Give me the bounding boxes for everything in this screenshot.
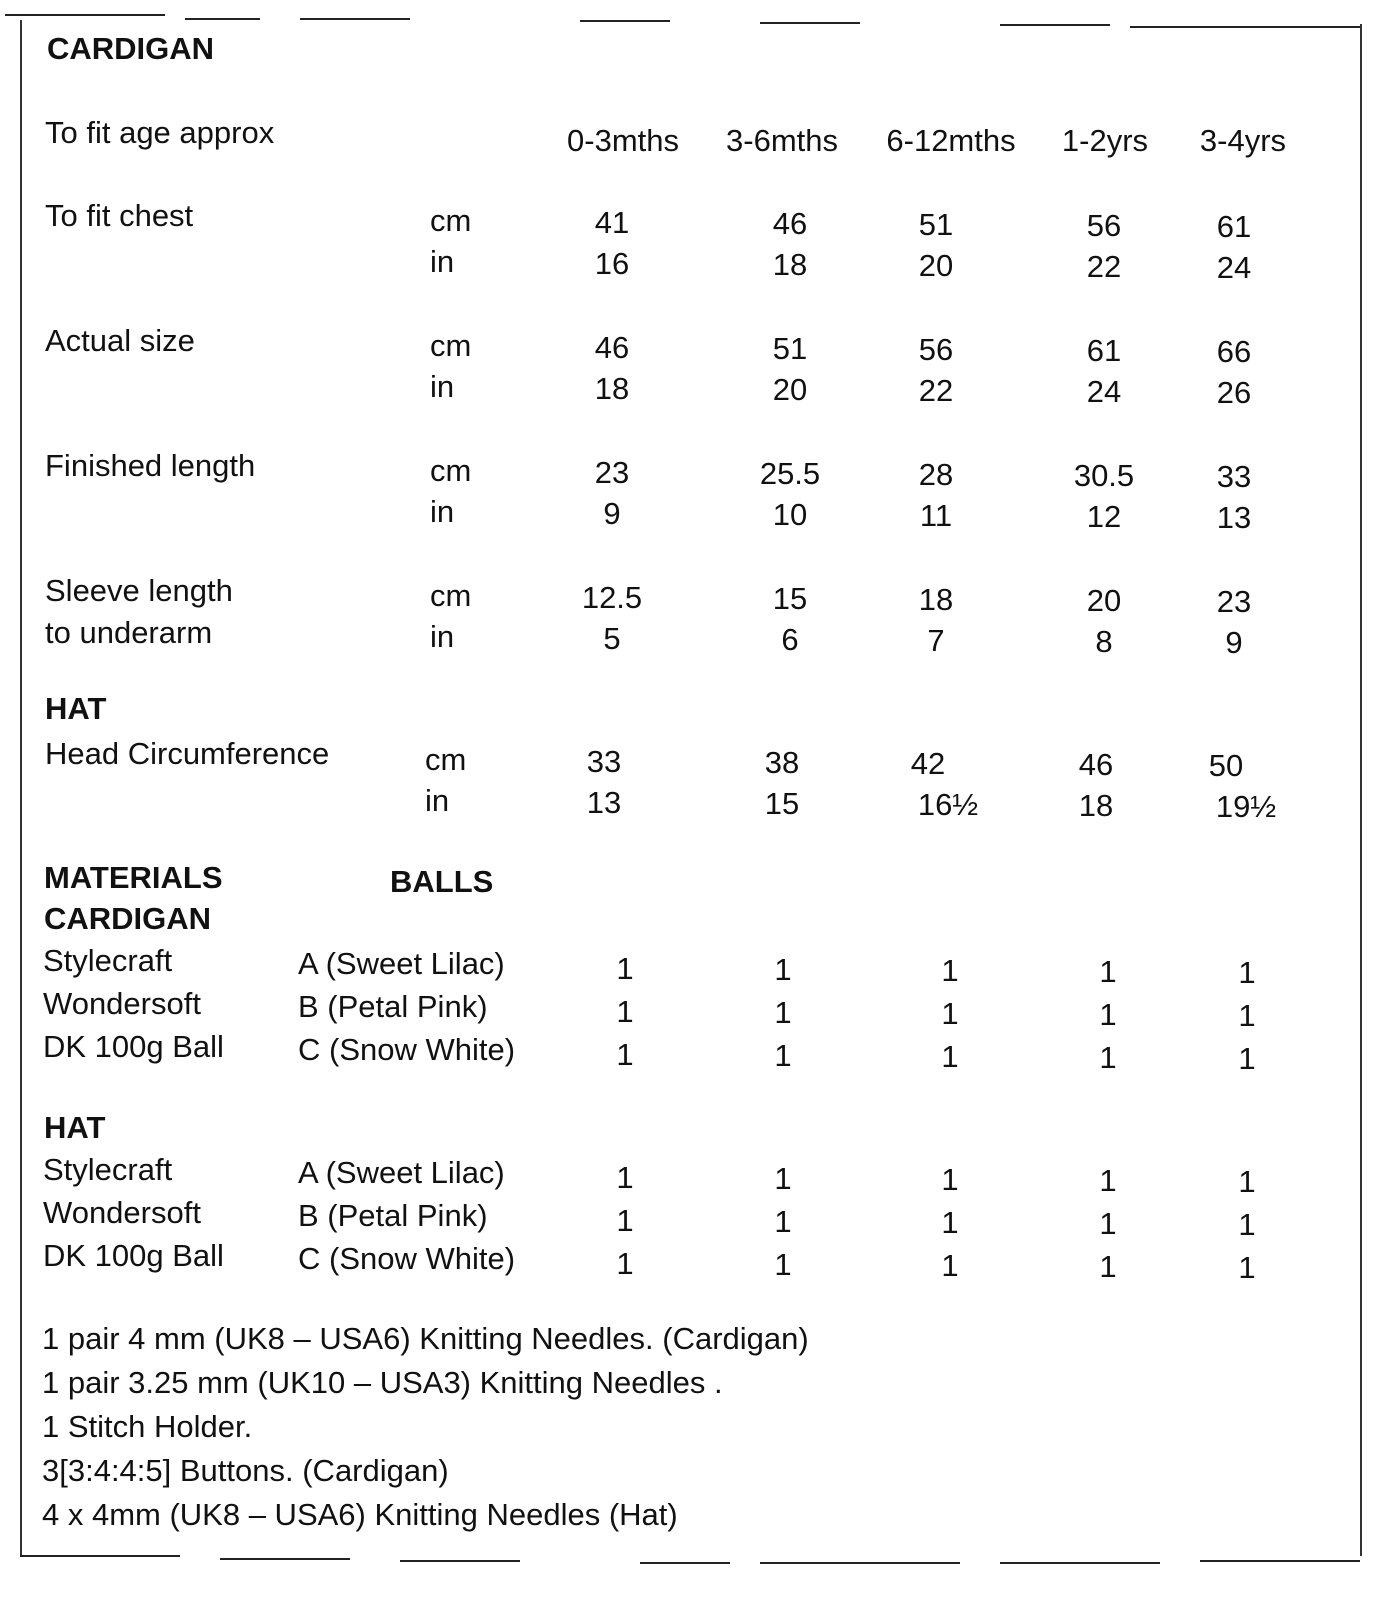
- value-in: 20: [772, 372, 808, 407]
- frame-top-segment: [5, 14, 165, 16]
- measurement-label: Actual size: [45, 323, 195, 358]
- frame-right-border: [1360, 24, 1362, 1556]
- age-column-header: 1-2yrs: [1061, 123, 1149, 158]
- unit-cm: cm: [430, 578, 472, 613]
- yarn-brand: Wondersoft: [43, 986, 201, 1021]
- value-in: 22: [1086, 249, 1122, 284]
- age-column-header: 0-3mths: [567, 123, 679, 158]
- frame-top-segment: [300, 18, 410, 20]
- materials-note: 1 Stitch Holder.: [42, 1409, 253, 1444]
- frame-left-border: [20, 20, 22, 1555]
- measurement-label: Finished length: [45, 448, 256, 483]
- ball-count: 1: [1238, 955, 1256, 990]
- ball-count: 1: [1238, 1250, 1256, 1285]
- ball-count: 1: [616, 951, 634, 986]
- value-cm: 30.5: [1073, 458, 1135, 493]
- ball-count: 1: [1099, 1206, 1117, 1241]
- ball-count: 1: [941, 996, 959, 1031]
- frame-top-segment: [580, 20, 670, 22]
- yarn-brand: Stylecraft: [43, 943, 173, 978]
- value-cm: 38: [764, 745, 800, 780]
- value-in: 5: [603, 621, 621, 656]
- unit-cm: cm: [430, 328, 472, 363]
- value-in: 19½: [1215, 789, 1277, 824]
- ball-count: 1: [774, 1204, 792, 1239]
- yarn-colour: B (Petal Pink): [298, 1198, 488, 1233]
- value-cm: 18: [918, 582, 954, 617]
- unit-in: in: [430, 619, 455, 654]
- section-title-cardigan: CARDIGAN: [47, 31, 215, 66]
- section-title-hat: HAT: [45, 691, 107, 726]
- ball-count: 1: [1099, 1249, 1117, 1284]
- value-in: 8: [1095, 624, 1113, 659]
- unit-in: in: [430, 369, 455, 404]
- ball-count: 1: [941, 953, 959, 988]
- value-cm: 46: [594, 330, 630, 365]
- yarn-colour: A (Sweet Lilac): [298, 1155, 505, 1190]
- yarn-brand: DK 100g Ball: [43, 1238, 224, 1273]
- value-cm: 51: [772, 331, 808, 366]
- ball-count: 1: [774, 952, 792, 987]
- value-cm: 33: [586, 744, 622, 779]
- value-in: 18: [772, 247, 808, 282]
- value-cm: 20: [1086, 583, 1122, 618]
- value-cm: 33: [1216, 459, 1252, 494]
- value-cm: 23: [1216, 584, 1252, 619]
- value-in: 20: [918, 248, 954, 283]
- yarn-brand: Wondersoft: [43, 1195, 201, 1230]
- measurement-label: To fit chest: [45, 198, 194, 233]
- frame-top-segment: [760, 22, 860, 24]
- materials-note: 1 pair 4 mm (UK8 – USA6) Knitting Needles. (Cardigan): [42, 1321, 809, 1356]
- value-in: 24: [1086, 374, 1122, 409]
- materials-note: 4 x 4mm (UK8 – USA6) Knitting Needles (Hat): [42, 1497, 678, 1532]
- value-cm: 23: [594, 455, 630, 490]
- unit-in: in: [430, 494, 455, 529]
- value-in: 9: [1225, 625, 1243, 660]
- ball-count: 1: [1238, 998, 1256, 1033]
- age-column-header: 3-6mths: [726, 123, 838, 158]
- ball-count: 1: [774, 995, 792, 1030]
- value-cm: 61: [1086, 333, 1122, 368]
- value-cm: 56: [1086, 208, 1122, 243]
- ball-count: 1: [1238, 1041, 1256, 1076]
- value-in: 7: [927, 623, 945, 658]
- value-in: 15: [764, 786, 800, 821]
- value-cm: 28: [918, 457, 954, 492]
- materials-group-title: CARDIGAN: [44, 901, 212, 936]
- yarn-brand: Stylecraft: [43, 1152, 173, 1187]
- value-in: 16: [594, 246, 630, 281]
- ball-count: 1: [616, 1037, 634, 1072]
- ball-count: 1: [1099, 997, 1117, 1032]
- frame-bottom-segment: [640, 1562, 730, 1564]
- materials-note: 3[3:4:4:5] Buttons. (Cardigan): [42, 1453, 449, 1488]
- ball-count: 1: [1099, 954, 1117, 989]
- ball-count: 1: [1099, 1163, 1117, 1198]
- value-in: 11: [919, 498, 953, 533]
- measurement-label-head: Head Circumference: [45, 736, 330, 771]
- value-in: 18: [1078, 788, 1114, 823]
- ball-count: 1: [1238, 1164, 1256, 1199]
- ball-count: 1: [1238, 1207, 1256, 1242]
- measurement-label: Sleeve length: [45, 573, 233, 608]
- age-column-header: 6-12mths: [886, 123, 1016, 158]
- value-in: 18: [594, 371, 630, 406]
- age-column-header: 3-4yrs: [1199, 123, 1287, 158]
- yarn-colour: C (Snow White): [298, 1241, 516, 1276]
- frame-top-segment: [185, 18, 260, 20]
- materials-group-title: HAT: [44, 1110, 106, 1145]
- value-in: 13: [1216, 500, 1252, 535]
- ball-count: 1: [616, 1160, 634, 1195]
- value-cm: 42: [910, 746, 946, 781]
- value-cm: 25.5: [759, 456, 821, 491]
- measurement-label: to underarm: [45, 615, 213, 650]
- value-cm: 12.5: [581, 580, 643, 615]
- frame-bottom-segment: [400, 1560, 520, 1562]
- value-cm: 51: [918, 207, 954, 242]
- value-in: 26: [1216, 375, 1252, 410]
- value-in: 10: [772, 497, 808, 532]
- ball-count: 1: [941, 1162, 959, 1197]
- yarn-colour: B (Petal Pink): [298, 989, 488, 1024]
- value-in: 24: [1216, 250, 1252, 285]
- yarn-brand: DK 100g Ball: [43, 1029, 224, 1064]
- value-cm: 61: [1216, 209, 1252, 244]
- column-header-balls: BALLS: [390, 864, 494, 899]
- ball-count: 1: [616, 1203, 634, 1238]
- unit-cm: cm: [430, 203, 472, 238]
- unit-cm: cm: [430, 453, 472, 488]
- frame-top-segment: [1000, 24, 1110, 26]
- value-cm: 46: [772, 206, 808, 241]
- ball-count: 1: [616, 994, 634, 1029]
- frame-bottom-segment: [1200, 1560, 1360, 1562]
- ball-count: 1: [941, 1205, 959, 1240]
- value-cm: 66: [1216, 334, 1252, 369]
- yarn-colour: A (Sweet Lilac): [298, 946, 505, 981]
- ball-count: 1: [941, 1039, 959, 1074]
- value-in: 6: [781, 622, 799, 657]
- value-cm: 56: [918, 332, 954, 367]
- frame-bottom-segment: [1000, 1562, 1160, 1564]
- ball-count: 1: [774, 1247, 792, 1282]
- unit-in: in: [430, 244, 455, 279]
- value-in: 16½: [917, 787, 979, 822]
- value-in: 9: [603, 496, 621, 531]
- frame-top-segment: [1130, 26, 1360, 28]
- ball-count: 1: [616, 1246, 634, 1281]
- unit-cm: cm: [425, 742, 467, 777]
- value-in: 22: [918, 373, 954, 408]
- ball-count: 1: [774, 1161, 792, 1196]
- value-cm: 15: [772, 581, 808, 616]
- yarn-colour: C (Snow White): [298, 1032, 516, 1067]
- row-label-age: To fit age approx: [45, 115, 275, 150]
- frame-bottom-segment: [20, 1555, 180, 1557]
- frame-bottom-segment: [760, 1562, 960, 1564]
- materials-note: 1 pair 3.25 mm (UK10 – USA3) Knitting Needles .: [42, 1365, 723, 1400]
- unit-in: in: [425, 783, 450, 818]
- value-cm: 50: [1208, 748, 1244, 783]
- value-in: 13: [586, 785, 622, 820]
- frame-bottom-segment: [220, 1558, 350, 1560]
- value-in: 12: [1086, 499, 1122, 534]
- section-title-materials: MATERIALS: [44, 860, 223, 895]
- value-cm: 46: [1078, 747, 1114, 782]
- ball-count: 1: [941, 1248, 959, 1283]
- value-cm: 41: [594, 205, 630, 240]
- ball-count: 1: [1099, 1040, 1117, 1075]
- ball-count: 1: [774, 1038, 792, 1073]
